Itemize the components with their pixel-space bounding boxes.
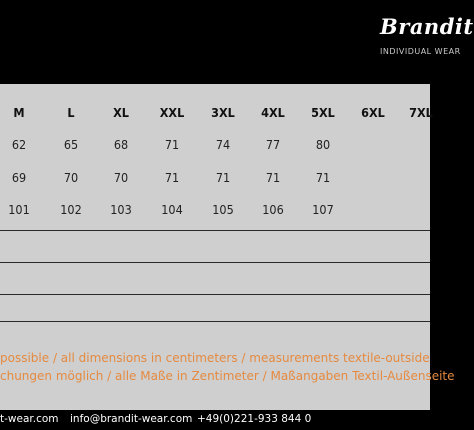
table-cell: 80 (315, 137, 331, 152)
size-header: 4XL (261, 105, 285, 120)
brand-logo: Brandit (380, 14, 474, 39)
table-row (0, 161, 430, 194)
table-cell: 71 (164, 137, 180, 152)
brand-tagline: INDIVIDUAL WEAR (380, 47, 461, 56)
table-cell: 68 (113, 137, 129, 152)
table-cell: 69 (11, 170, 27, 185)
table-cell: 105 (212, 202, 234, 217)
size-header: 3XL (211, 105, 235, 120)
size-header: 5XL (311, 105, 335, 120)
size-header: XL (113, 105, 129, 120)
table-cell: 71 (315, 170, 331, 185)
table-cell: 62 (11, 137, 27, 152)
table-cell: 103 (110, 202, 132, 217)
footer-email-link[interactable]: info@brandit-wear.com (70, 413, 193, 425)
row-divider (0, 294, 430, 295)
table-cell: 70 (113, 170, 129, 185)
footer-bar (0, 410, 430, 430)
table-cell: 101 (8, 202, 30, 217)
table-row (0, 193, 430, 226)
header-bar (0, 0, 474, 84)
size-header: 6XL (361, 105, 385, 120)
table-cell: 77 (265, 137, 281, 152)
table-row (0, 128, 430, 161)
size-header: M (13, 105, 25, 120)
size-header: 7XL (409, 105, 433, 120)
size-chart-sheet (0, 84, 455, 410)
table-cell: 71 (164, 170, 180, 185)
table-cell: 107 (312, 202, 334, 217)
row-divider (0, 230, 430, 231)
row-divider (0, 262, 430, 263)
size-header: XXL (159, 105, 185, 120)
table-cell: 65 (63, 137, 79, 152)
table-cell: 70 (63, 170, 79, 185)
size-header: L (67, 105, 75, 120)
note-german: chungen möglich / alle Maße in Zentimeter / Maßangaben Textil-Außenseite (0, 369, 455, 383)
table-cell: 102 (60, 202, 82, 217)
table-cell: 71 (215, 170, 231, 185)
table-cell: 106 (262, 202, 284, 217)
footer-phone: +49(0)221-933 844 0 (197, 413, 312, 425)
table-cell: 104 (161, 202, 183, 217)
note-english: possible / all dimensions in centimeters / measurements textile-outside (0, 351, 430, 365)
table-cell: 71 (265, 170, 281, 185)
table-cell: 74 (215, 137, 231, 152)
size-header-row (0, 96, 433, 129)
row-divider (0, 321, 430, 322)
footer-website-link[interactable]: t-wear.com (0, 413, 59, 425)
